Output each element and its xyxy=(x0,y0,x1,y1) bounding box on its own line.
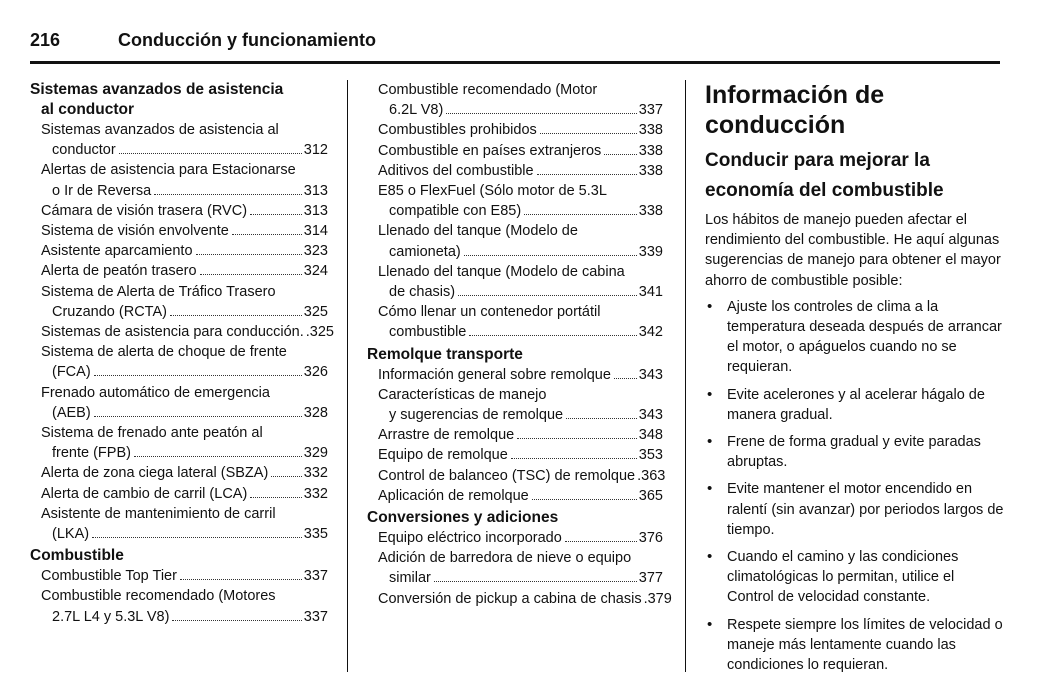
toc-entry[interactable]: Equipo eléctrico incorporado 376 xyxy=(367,528,663,548)
toc-entry[interactable]: Arrastre de remolque 348 xyxy=(367,425,663,445)
section-title: Información de conducción xyxy=(705,81,885,139)
section-heading: Combustible xyxy=(30,547,124,565)
page-ref: 337 xyxy=(303,568,328,585)
toc-entry[interactable]: Alerta de zona ciega lateral (SBZA) 332 xyxy=(30,463,328,483)
page-ref: 376 xyxy=(638,530,663,547)
page-ref: 314 xyxy=(303,223,328,240)
toc-entry: Llenado del tanque (Modelo de xyxy=(378,223,578,240)
toc-entry: Sistema de frenado ante peatón al xyxy=(41,425,263,442)
toc-entry[interactable]: Alerta de cambio de carril (LCA) 332 xyxy=(30,484,328,504)
toc-entry[interactable]: Combustible Top Tier 337 xyxy=(30,566,328,586)
page-header xyxy=(30,30,1000,58)
page-ref: .363 xyxy=(637,467,666,484)
section-heading: Sistemas avanzados de asistencia xyxy=(30,81,284,98)
toc-entry[interactable]: (LKA) 335 xyxy=(30,524,328,544)
page-ref: 338 xyxy=(638,142,663,159)
toc-entry[interactable]: combustible 342 xyxy=(367,322,663,342)
toc-entry[interactable]: camioneta) 339 xyxy=(367,242,663,262)
page-ref: 337 xyxy=(638,102,663,119)
toc-entry[interactable]: Asistente aparcamiento 323 xyxy=(30,241,328,261)
page-ref: .325 xyxy=(305,324,334,341)
page-ref: 343 xyxy=(638,407,663,424)
toc-entry: Adición de barredora de nieve o equipo xyxy=(378,550,632,567)
page-ref: 338 xyxy=(638,162,663,179)
page-ref: 339 xyxy=(638,243,663,260)
subsection-title xyxy=(705,146,1005,206)
intro-paragraph: Los hábitos de manejo pueden afectar el rendimiento del combustible. He aquí algunas sugerencias de manejo para obtener el mayor ahorro de combustible posible: xyxy=(705,212,1001,289)
toc-entry: E85 o FlexFuel (Sólo motor de 5.3L xyxy=(378,183,607,200)
toc-entry[interactable]: Cámara de visión trasera (RVC) 313 xyxy=(30,201,328,221)
subsection-title-line-2: economía del combustible xyxy=(705,180,944,201)
list-item: • Evite acelerones y al acelerar hágalo de manera gradual. xyxy=(705,385,1005,425)
toc-entry[interactable]: Sistemas de asistencia para conducción. .325 xyxy=(30,322,328,342)
list-item: • Ajuste los controles de clima a la temperatura deseada después de arrancar el motor, o apáguelos cuando no se requieran. xyxy=(705,297,1005,378)
subsection-title-line-1: Conducir para mejorar la xyxy=(705,150,930,171)
page-number: 216 xyxy=(30,30,61,50)
toc-entry: Características de manejo xyxy=(378,386,547,403)
page-ref: 343 xyxy=(638,366,663,383)
page-ref: 328 xyxy=(303,404,328,421)
toc-entry: Sistema de Alerta de Tráfico Trasero xyxy=(41,283,276,300)
list-item: • Cuando el camino y las condiciones climatológicas lo permitan, utilice el Control de velocidad constante. xyxy=(705,547,1005,608)
toc-entry: Alertas de asistencia para Estacionarse xyxy=(41,162,296,179)
toc-entry: Sistemas avanzados de asistencia al xyxy=(41,122,279,138)
section-heading: Conversiones y adiciones xyxy=(367,509,559,527)
page-ref: 338 xyxy=(638,122,663,139)
section-heading: Remolque transporte xyxy=(367,345,523,363)
toc-column-1 xyxy=(30,80,334,627)
page-ref: 335 xyxy=(303,526,328,543)
page-ref: 326 xyxy=(303,364,328,381)
page-ref: 337 xyxy=(303,608,328,625)
toc-entry: Sistema de alerta de choque de frente xyxy=(41,344,287,361)
toc-entry[interactable]: Combustible en países extranjeros 338 xyxy=(367,141,663,161)
list-item: • Respete siempre los límites de velocidad o maneje más lentamente cuando las condiciones lo requieran. xyxy=(705,615,1005,676)
toc-entry[interactable]: Aditivos del combustible 338 xyxy=(367,161,663,181)
page-ref: 377 xyxy=(638,570,663,587)
page-ref: 312 xyxy=(303,142,328,159)
page-ref: 313 xyxy=(303,182,328,199)
toc-entry[interactable]: Alerta de peatón trasero 324 xyxy=(30,261,328,281)
page-ref: 348 xyxy=(638,427,663,444)
toc-entry: Combustible recomendado (Motores xyxy=(41,588,276,605)
list-item: • Frene de forma gradual y evite paradas abruptas. xyxy=(705,432,1005,472)
toc-entry[interactable]: 6.2L V8) 337 xyxy=(367,100,663,120)
column-divider-2 xyxy=(685,80,686,672)
section-heading-cont: al conductor xyxy=(41,101,135,118)
page-ref: 365 xyxy=(638,487,663,504)
toc-column-2 xyxy=(367,80,672,609)
page-ref: 325 xyxy=(303,303,328,320)
toc-entry[interactable]: similar 377 xyxy=(367,568,663,588)
toc-entry[interactable]: (AEB) 328 xyxy=(30,403,328,423)
chapter-title: Conducción y funcionamiento xyxy=(118,30,377,50)
page-ref: 332 xyxy=(303,465,328,482)
toc-entry[interactable]: Equipo de remolque 353 xyxy=(367,445,663,465)
toc-entry: Frenado automático de emergencia xyxy=(41,384,270,401)
page-ref: 332 xyxy=(303,485,328,502)
page-ref: 313 xyxy=(303,202,328,219)
toc-entry: Asistente de mantenimiento de carril xyxy=(41,505,276,522)
toc-entry[interactable]: Aplicación de remolque 365 xyxy=(367,486,663,506)
toc-entry[interactable]: de chasis) 341 xyxy=(367,282,663,302)
toc-entry: Combustible recomendado (Motor xyxy=(378,82,598,98)
toc-entry[interactable]: y sugerencias de remolque 343 xyxy=(367,405,663,425)
toc-entry[interactable]: Sistema de visión envolvente 314 xyxy=(30,221,328,241)
toc-entry[interactable]: Cruzando (RCTA) 325 xyxy=(30,302,328,322)
page-ref: 341 xyxy=(638,284,663,301)
toc-entry[interactable]: o Ir de Reversa 313 xyxy=(30,181,328,201)
toc-entry[interactable]: Conversión de pickup a cabina de chasis .379 xyxy=(367,589,663,609)
header-rule xyxy=(30,61,1000,64)
page-ref: 342 xyxy=(638,324,663,341)
toc-entry[interactable]: conductor 312 xyxy=(30,140,328,160)
toc-entry[interactable]: Control de balanceo (TSC) de remolque .363 xyxy=(367,466,663,486)
toc-entry: Llenado del tanque (Modelo de cabina xyxy=(378,263,625,280)
page-ref: .379 xyxy=(643,590,672,607)
page-ref: 329 xyxy=(303,445,328,462)
tips-list xyxy=(705,297,1005,675)
toc-entry[interactable]: compatible con E85) 338 xyxy=(367,201,663,221)
toc-entry[interactable]: frente (FPB) 329 xyxy=(30,443,328,463)
page-ref: 324 xyxy=(303,263,328,280)
toc-entry[interactable]: Información general sobre remolque 343 xyxy=(367,365,663,385)
toc-entry: Cómo llenar un contenedor portátil xyxy=(378,304,601,321)
toc-entry[interactable]: 2.7L L4 y 5.3L V8) 337 xyxy=(30,607,328,627)
toc-entry[interactable]: Combustibles prohibidos 338 xyxy=(367,120,663,140)
list-item: • Evite mantener el motor encendido en ralentí (sin avanzar) por periodos largos de tiempo. xyxy=(705,479,1005,540)
page-ref: 323 xyxy=(303,243,328,260)
page-ref: 353 xyxy=(638,447,663,464)
body-column xyxy=(705,80,1005,682)
page-ref: 338 xyxy=(638,203,663,220)
toc-entry[interactable]: (FCA) 326 xyxy=(30,362,328,382)
column-divider-1 xyxy=(347,80,348,672)
